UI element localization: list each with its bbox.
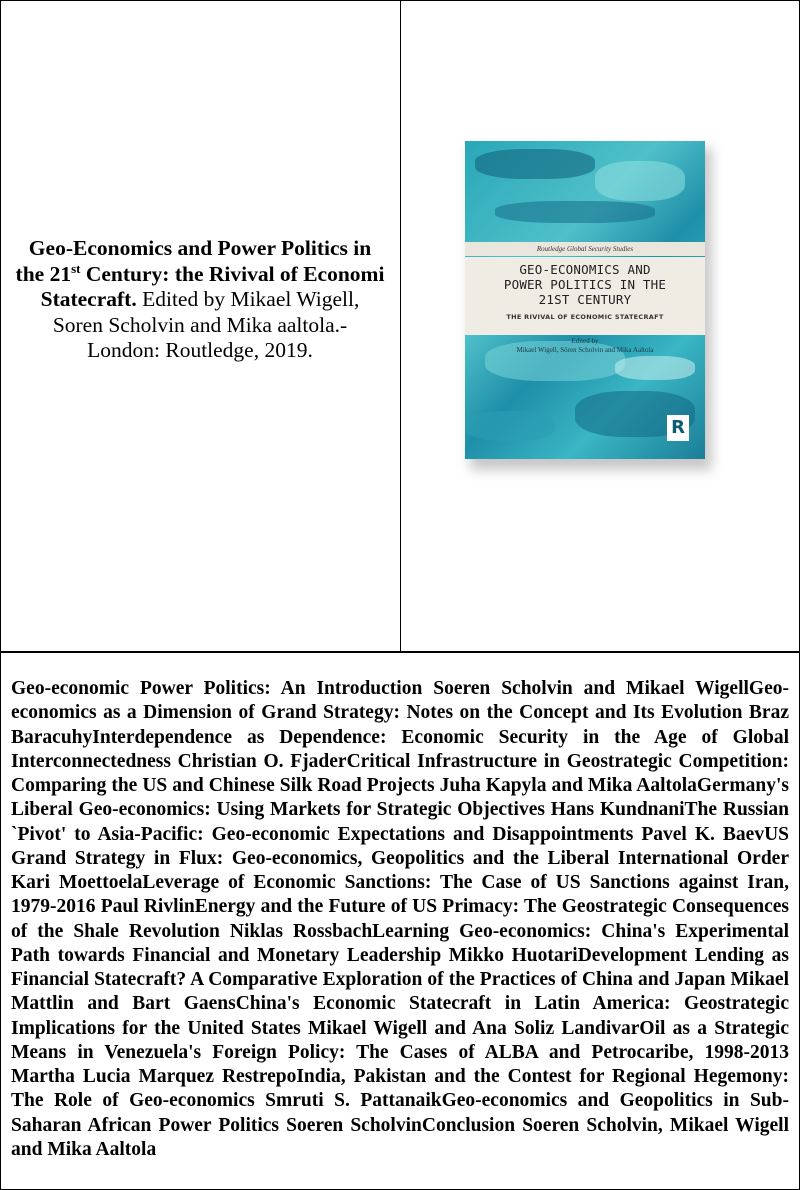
book-citation: [14, 236, 386, 364]
publisher-logo-icon: R: [667, 415, 689, 441]
cell-divider-horizontal: [0, 651, 800, 653]
cell-divider-vertical: [400, 0, 401, 652]
cover-editors: Edited by Mikael Wigell, Sören Scholvin and Mika Aaltola: [516, 337, 654, 354]
border-left: [0, 0, 1, 1190]
book-cover-image: [465, 141, 705, 459]
table-of-contents: Geo-economic Power Politics: An Introduction Soeren Scholvin and Mikael WigellGeo-economics as a Dimension of Grand Strategy: Notes on the Concept and Its Evolution Braz BaracuhyInterdependence as Dependence: Economic Security in the Age of Global Interconnectedness Christian O. FjaderCritical Infrastructure in Geostrategic Competition: Comparing the US and Chinese Silk Road Projects Juha Kapyla and Mika AaltolaGermany's Liberal Geo-economics: Using Markets for Strategic Objectives Hans KundnaniThe Russian `Pivot' to Asia-Pacific: Geo-economic Expectations and Disappointments Pavel K. BaevUS Grand Strategy in Flux: Geo-economics, Geopolitics and the Liberal International Order Kari MoettoelaLeverage of Economic Sanctions: The Case of US Sanctions against Iran, 1979-2016 Paul RivlinEnergy and the Future of US Primacy: The Geostrategic Consequences of the Shale Revolution Niklas RossbachLearning Geo-economics: China's Experimental Path towards Financial and Monetary Leadership Mikko HuotariDevelopment Lending as Financial Statecraft? A Comparative Exploration of the Practices of China and Japan Mikael Mattlin and Bart GaensChina's Economic Statecraft in Latin America: Geostrategic Implications for the United States Mikael Wigell and Ana Soliz LandivarOil as a Strategic Means in Venezuela's Foreign Policy: The Cases of ALBA and Petrocaribe, 1998-2013 Martha Lucia Marquez RestrepoIndia, Pakistan and the Contest for Regional Hegemony: The Role of Geo-economics Smruti S. PattanaikGeo-economics and Geopolitics in Sub-Saharan African Power Politics Soeren ScholvinConclusion Soeren Scholvin, Mikael Wigell and Mika Aaltola: [11, 678, 789, 1160]
book-title: Geo-Economics and Power Politics in the 21st Century: the Rivival of Economi Statecraft.: [15, 236, 385, 311]
cover-subtitle: THE RIVIVAL OF ECONOMIC STATECRAFT: [506, 313, 664, 321]
cover-series: Routledge Global Security Studies: [465, 242, 705, 256]
book-publication-details: Edited by Mikael Wigell, Soren Scholvin and Mika aaltola.- London: Routledge, 2019.: [52, 287, 360, 362]
cover-title: GEO-ECONOMICS AND POWER POLITICS IN THE 21ST CENTURY: [503, 262, 667, 307]
